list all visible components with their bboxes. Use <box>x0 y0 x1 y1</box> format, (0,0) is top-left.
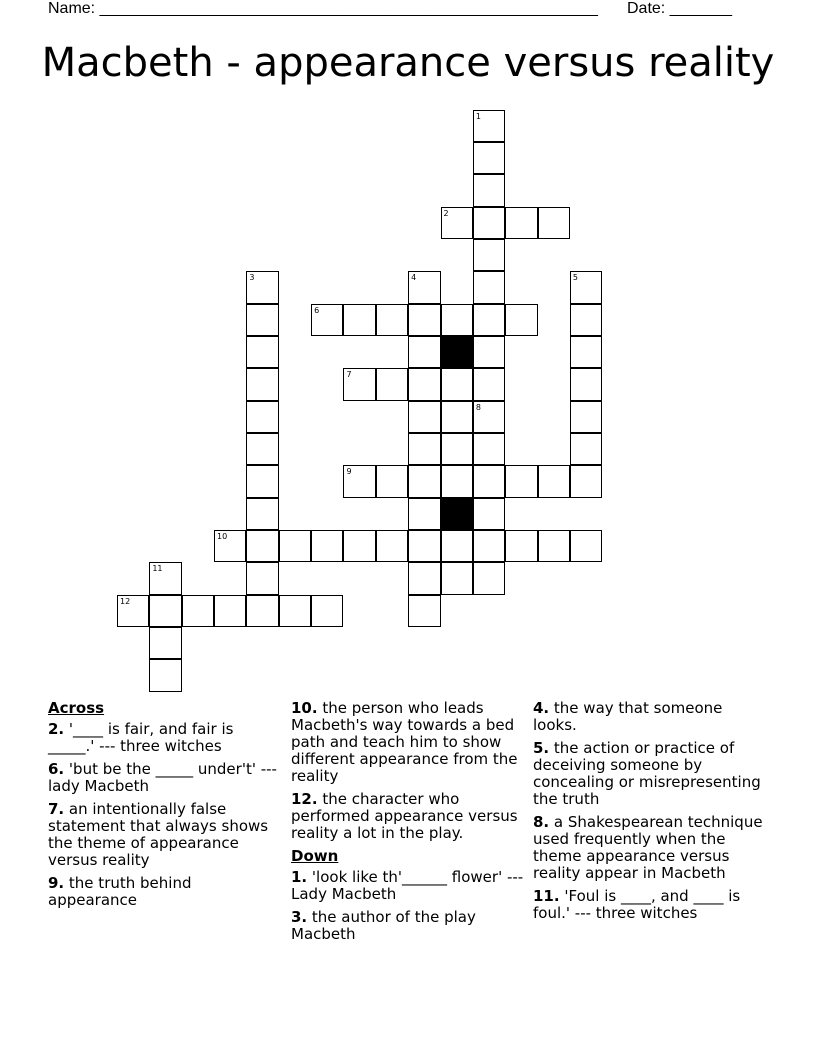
grid-cell[interactable] <box>408 336 440 368</box>
grid-cell[interactable] <box>538 465 570 497</box>
grid-cell[interactable] <box>343 304 375 336</box>
grid-cell[interactable] <box>311 530 343 562</box>
clue-text: the character who performed appearance versus reality a lot in the play. <box>291 790 518 842</box>
grid-cell[interactable] <box>149 627 181 659</box>
black-square <box>441 498 473 530</box>
grid-cell[interactable] <box>246 336 278 368</box>
clue-down-5 <box>533 740 769 808</box>
grid-cell[interactable] <box>473 304 505 336</box>
grid-cell[interactable] <box>246 433 278 465</box>
grid-cell[interactable] <box>570 304 602 336</box>
clue-down-8 <box>533 814 769 882</box>
grid-cell[interactable] <box>473 368 505 400</box>
clue-across-10 <box>291 700 527 785</box>
clue-number: 12. <box>291 790 318 808</box>
grid-cell[interactable] <box>538 207 570 239</box>
clue-text: an intentionally false statement that always shows the theme of appearance versus reality <box>48 800 269 869</box>
grid-cell[interactable] <box>408 595 440 627</box>
grid-cell[interactable] <box>570 271 602 303</box>
clue-number: 1. <box>291 868 308 886</box>
grid-cell[interactable] <box>473 110 505 142</box>
grid-cell[interactable] <box>343 368 375 400</box>
grid-cell[interactable] <box>246 271 278 303</box>
grid-cell[interactable] <box>441 465 473 497</box>
grid-cell[interactable] <box>505 207 537 239</box>
clue-down-1 <box>291 869 527 903</box>
grid-cell[interactable] <box>473 271 505 303</box>
grid-cell[interactable] <box>149 562 181 594</box>
clue-number-label: 4 <box>411 273 417 283</box>
grid-cell[interactable] <box>343 465 375 497</box>
grid-cell[interactable] <box>343 530 375 562</box>
grid-cell[interactable] <box>473 336 505 368</box>
grid-cell[interactable] <box>473 465 505 497</box>
grid-cell[interactable] <box>408 498 440 530</box>
grid-cell[interactable] <box>570 336 602 368</box>
clue-number-label: 11 <box>152 564 163 574</box>
grid-cell[interactable] <box>441 304 473 336</box>
clue-number-label: 2 <box>443 208 449 218</box>
clue-number: 7. <box>48 800 65 818</box>
across-heading: Across <box>48 699 105 717</box>
grid-cell[interactable] <box>473 142 505 174</box>
grid-cell[interactable] <box>441 401 473 433</box>
clue-number: 8. <box>533 813 550 831</box>
clue-number-label: 1 <box>475 111 481 121</box>
clue-number: 5. <box>533 739 550 757</box>
grid-cell[interactable] <box>214 530 246 562</box>
clues-column-3 <box>533 700 769 928</box>
clue-text: 'look like th'______ flower' --- Lady Macbeth <box>291 868 524 903</box>
grid-cell[interactable] <box>570 530 602 562</box>
clue-number-label: 12 <box>120 596 131 606</box>
clue-number-label: 9 <box>346 467 352 477</box>
grid-cell[interactable] <box>408 465 440 497</box>
grid-cell[interactable] <box>473 562 505 594</box>
grid-cell[interactable] <box>376 465 408 497</box>
grid-cell[interactable] <box>570 401 602 433</box>
grid-cell[interactable] <box>246 465 278 497</box>
grid-cell[interactable] <box>182 595 214 627</box>
grid-cell[interactable] <box>473 207 505 239</box>
clue-text: 'but be the _____ under't' --- lady Macbeth <box>48 760 277 795</box>
clue-number-label: 3 <box>249 273 255 283</box>
clue-text: '____ is fair, and fair is _____.' --- three witches <box>48 720 234 755</box>
page-title: Macbeth - appearance versus reality <box>41 40 775 86</box>
grid-cell[interactable] <box>117 595 149 627</box>
grid-cell[interactable] <box>441 368 473 400</box>
grid-cell[interactable] <box>408 562 440 594</box>
grid-cell[interactable] <box>246 530 278 562</box>
clue-down-3 <box>291 909 527 943</box>
grid-cell[interactable] <box>376 304 408 336</box>
clue-number-label: 8 <box>475 402 481 412</box>
grid-cell[interactable] <box>246 368 278 400</box>
grid-cell[interactable] <box>505 304 537 336</box>
clue-number-label: 5 <box>572 273 578 283</box>
grid-cell[interactable] <box>473 401 505 433</box>
clue-number: 9. <box>48 874 65 892</box>
grid-cell[interactable] <box>311 595 343 627</box>
grid-cell[interactable] <box>149 659 181 691</box>
clue-across-2 <box>48 721 283 755</box>
grid-cell[interactable] <box>408 271 440 303</box>
grid-cell[interactable] <box>408 530 440 562</box>
clue-number: 2. <box>48 720 65 738</box>
grid-cell[interactable] <box>441 207 473 239</box>
grid-cell[interactable] <box>505 465 537 497</box>
clue-number: 4. <box>533 699 550 717</box>
grid-cell[interactable] <box>246 498 278 530</box>
grid-cell[interactable] <box>538 530 570 562</box>
clue-number: 6. <box>48 760 65 778</box>
grid-cell[interactable] <box>473 174 505 206</box>
grid-cell[interactable] <box>149 595 181 627</box>
clue-text: the author of the play Macbeth <box>291 908 476 943</box>
grid-cell[interactable] <box>408 401 440 433</box>
clue-text: the person who leads Macbeth's way towards a bed path and teach him to show different appearance from the reality <box>291 699 518 785</box>
grid-cell[interactable] <box>408 433 440 465</box>
grid-cell[interactable] <box>214 595 246 627</box>
black-square <box>441 336 473 368</box>
grid-cell[interactable] <box>441 433 473 465</box>
grid-cell[interactable] <box>570 433 602 465</box>
clue-number: 3. <box>291 908 308 926</box>
clue-text: the truth behind appearance <box>48 874 192 909</box>
grid-cell[interactable] <box>376 530 408 562</box>
grid-cell[interactable] <box>570 465 602 497</box>
clue-across-6 <box>48 761 283 795</box>
clue-text: the way that someone looks. <box>533 699 723 734</box>
clue-down-11 <box>533 888 769 922</box>
clue-text: the action or practice of deceiving someone by concealing or misrepresenting the truth <box>533 739 761 808</box>
grid-cell[interactable] <box>505 530 537 562</box>
grid-cell[interactable] <box>441 562 473 594</box>
date-field-label: Date: _______ <box>627 0 732 17</box>
clue-across-12 <box>291 791 527 842</box>
clue-across-9 <box>48 875 283 909</box>
grid-cell[interactable] <box>246 562 278 594</box>
grid-cell[interactable] <box>473 498 505 530</box>
grid-cell[interactable] <box>408 304 440 336</box>
grid-cell[interactable] <box>376 368 408 400</box>
clues-column-2 <box>291 700 527 949</box>
grid-cell[interactable] <box>246 304 278 336</box>
clue-number: 11. <box>533 887 560 905</box>
clue-down-4 <box>533 700 769 734</box>
grid-cell[interactable] <box>408 368 440 400</box>
clue-number-label: 6 <box>314 305 320 315</box>
clue-across-7 <box>48 801 283 869</box>
grid-cell[interactable] <box>246 401 278 433</box>
clue-number-label: 7 <box>346 370 352 380</box>
grid-cell[interactable] <box>441 530 473 562</box>
clue-text: a Shakespearean technique used frequently when the theme appearance versus reality appear in Macbeth <box>533 813 763 882</box>
grid-cell[interactable] <box>279 595 311 627</box>
grid-cell[interactable] <box>473 239 505 271</box>
grid-cell[interactable] <box>570 368 602 400</box>
grid-cell[interactable] <box>473 530 505 562</box>
clue-text: 'Foul is ____, and ____ is foul.' --- three witches <box>533 887 741 922</box>
clue-number-label: 10 <box>217 532 228 542</box>
grid-cell[interactable] <box>246 595 278 627</box>
grid-cell[interactable] <box>473 433 505 465</box>
clue-number: 10. <box>291 699 318 717</box>
grid-cell[interactable] <box>279 530 311 562</box>
clues-column-1 <box>48 700 283 915</box>
name-field-label: Name: ________________________________________________________ <box>48 0 598 17</box>
down-heading: Down <box>291 847 339 865</box>
grid-cell[interactable] <box>311 304 343 336</box>
